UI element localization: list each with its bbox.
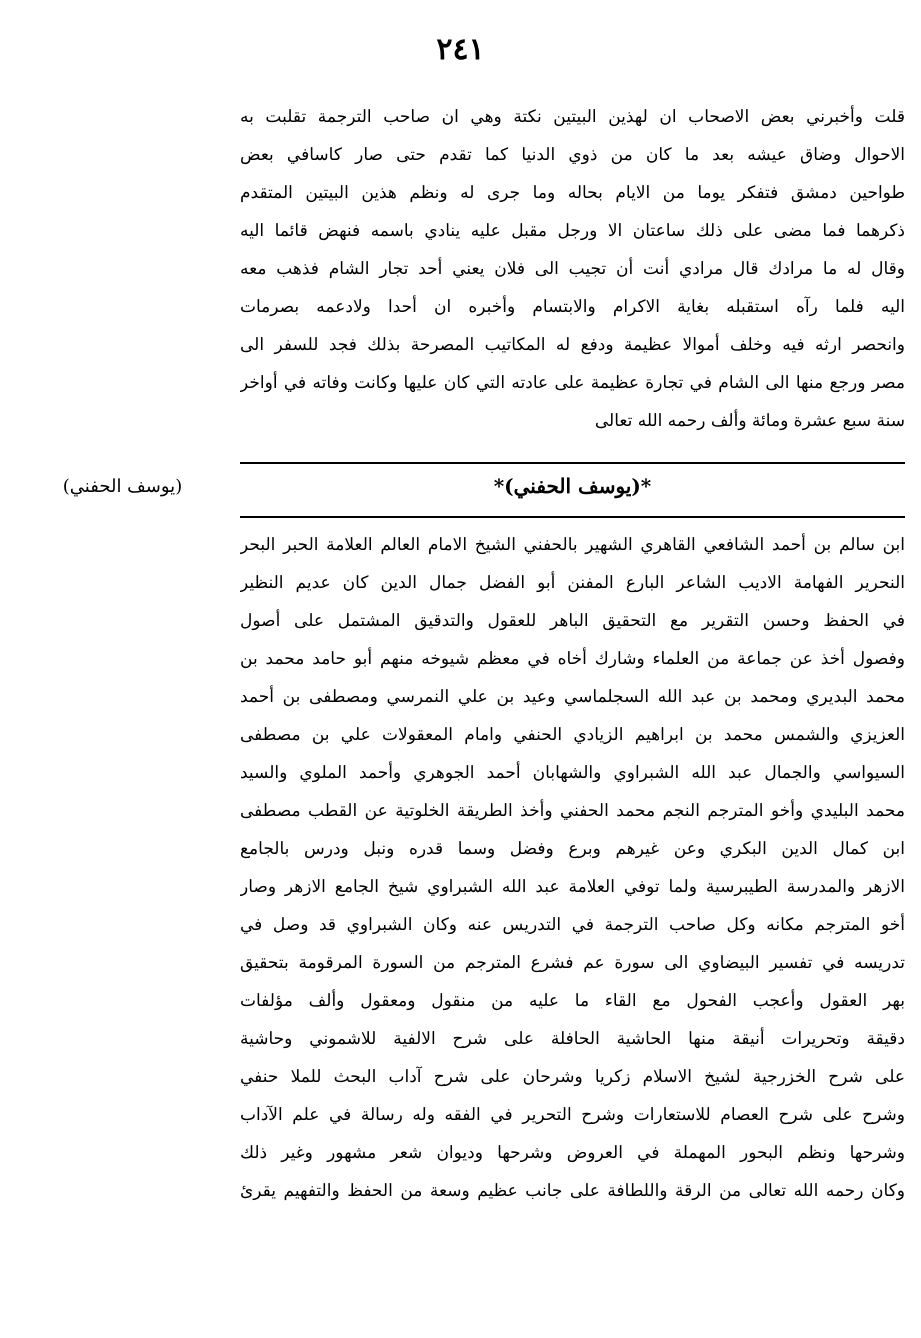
text-line: وانحصر ارثه فيه وخلف أموالا عظيمة ودفع له المكاتيب المصرحة بذلك فجد للسفر الى	[240, 335, 905, 355]
margin-note: (يوسف الحفني)	[62, 476, 183, 497]
text-line: محمد البديري ومحمد بن عبد الله السجلماسي وعيد بن علي النمرسي ومصطفى بن أحمد	[240, 687, 905, 707]
text-line: ذكرهما فما مضى على ذلك ساعتان الا ورجل مقبل عليه ينادي باسمه فنهض قائما اليه	[240, 221, 905, 241]
text-line: أخو المترجم مكانه وكل صاحب الترجمة في التدريس عنه وكان الشبراوي قد وصل في	[240, 915, 905, 935]
text-line: بهر العقول وأعجب الفحول مع القاء ما عليه من منقول ومعقول وألف مؤلفات	[240, 991, 905, 1011]
text-line: العزيزي والشمس محمد بن ابراهيم الزيادي الحنفي وامام المعقولات علي بن مصطفى	[240, 725, 905, 745]
text-line: وفصول أخذ عن جماعة من العلماء وشارك أخاه في معظم شيوخه منهم أبو حامد محمد بن	[240, 649, 905, 669]
text-line: ابن سالم بن أحمد الشافعي القاهري الشهير بالحفني الشيخ الامام العالم العلامة الحبر البحر	[240, 535, 905, 555]
text-line: وكان رحمه الله تعالى من الرقة واللطافة على جانب عظيم وسعة من الحفظ والتفهيم يقرئ	[240, 1181, 905, 1201]
text-line: وقال له ما مرادك قال مرادي أنت أن تجيب الى فلان يعني أحد تجار الشام فذهب معه	[240, 259, 905, 279]
top-paragraph	[240, 98, 905, 440]
text-line: مصر ورجع منها الى الشام في تجارة عظيمة على عادته التي كان عليها وكانت وفاته في أواخر	[240, 373, 905, 393]
text-line: ابن كمال الدين البكري وعن غيرهم وبرع وفضل وسما قدره ونبل ودرس بالجامع	[240, 839, 905, 859]
text-line: الازهر والمدرسة الطيبرسية ولما توفي العلامة عبد الله الشبراوي شيخ الجامع الازهر وصار	[240, 877, 905, 897]
text-line: على شرح الخزرجية لشيخ الاسلام زكريا وشرحان على شرح آداب البحث للملا حنفي	[240, 1067, 905, 1087]
bottom-paragraph	[240, 526, 905, 1210]
rule-above-heading	[240, 462, 905, 464]
text-line: تدريسه في تفسير البيضاوي الى سورة عم فشرع المترجم من السورة المرقومة بتحقيق	[240, 953, 905, 973]
text-line: وشرح على شرح العصام للاستعارات وشرح التحرير في الفقه وله رسالة في علم الآداب	[240, 1105, 905, 1125]
text-line: النحرير الفهامة الاديب الشاعر البارع المفنن أبو الفضل جمال الدين كان عديم النظير	[240, 573, 905, 593]
page-number: ٢٤١	[436, 32, 485, 67]
text-line: في الحفظ وحسن التقرير مع التحقيق الباهر للعقول والتدقيق المشتمل على أصول	[240, 611, 905, 631]
section-heading: *(يوسف الحفني)*	[493, 474, 652, 498]
text-line: قلت وأخبرني بعض الاصحاب ان لهذين البيتين نكتة وهي ان صاحب الترجمة تقلبت به	[240, 107, 905, 127]
text-line: السيواسي والجمال عبد الله الشبراوي والشهابان أحمد الجوهري وأحمد الملوي والسيد	[240, 763, 905, 783]
text-line: دقيقة وتحريرات أنيقة منها الحاشية الحافلة على شرح الالفية للاشموني وحاشية	[240, 1029, 905, 1049]
text-line: وشرحها ونظم البحور المهملة في العروض وشرحها وديوان شعر مشهور وغير ذلك	[240, 1143, 905, 1163]
text-line: طواحين دمشق فتفكر يوما من الايام بحاله وما جرى له ونظم هذين البيتين المتقدم	[240, 183, 905, 203]
text-line: الاحوال وضاق عيشه بعد ما كان من ذوي الدنيا كما تقدم حتى صار كاسافي بعض	[240, 145, 905, 165]
text-line: محمد البليدي وأخو المترجم النجم محمد الحفني وأخذ الطريقة الخلوتية عن القطب مصطفى	[240, 801, 905, 821]
text-line: اليه فلما رآه استقبله بغاية الاكرام والابتسام وأخبره ان أحدا ولادعمه بصرمات	[240, 297, 905, 317]
text-line: سنة سبع عشرة ومائة وألف رحمه الله تعالى	[594, 411, 905, 431]
rule-below-heading	[240, 516, 905, 518]
